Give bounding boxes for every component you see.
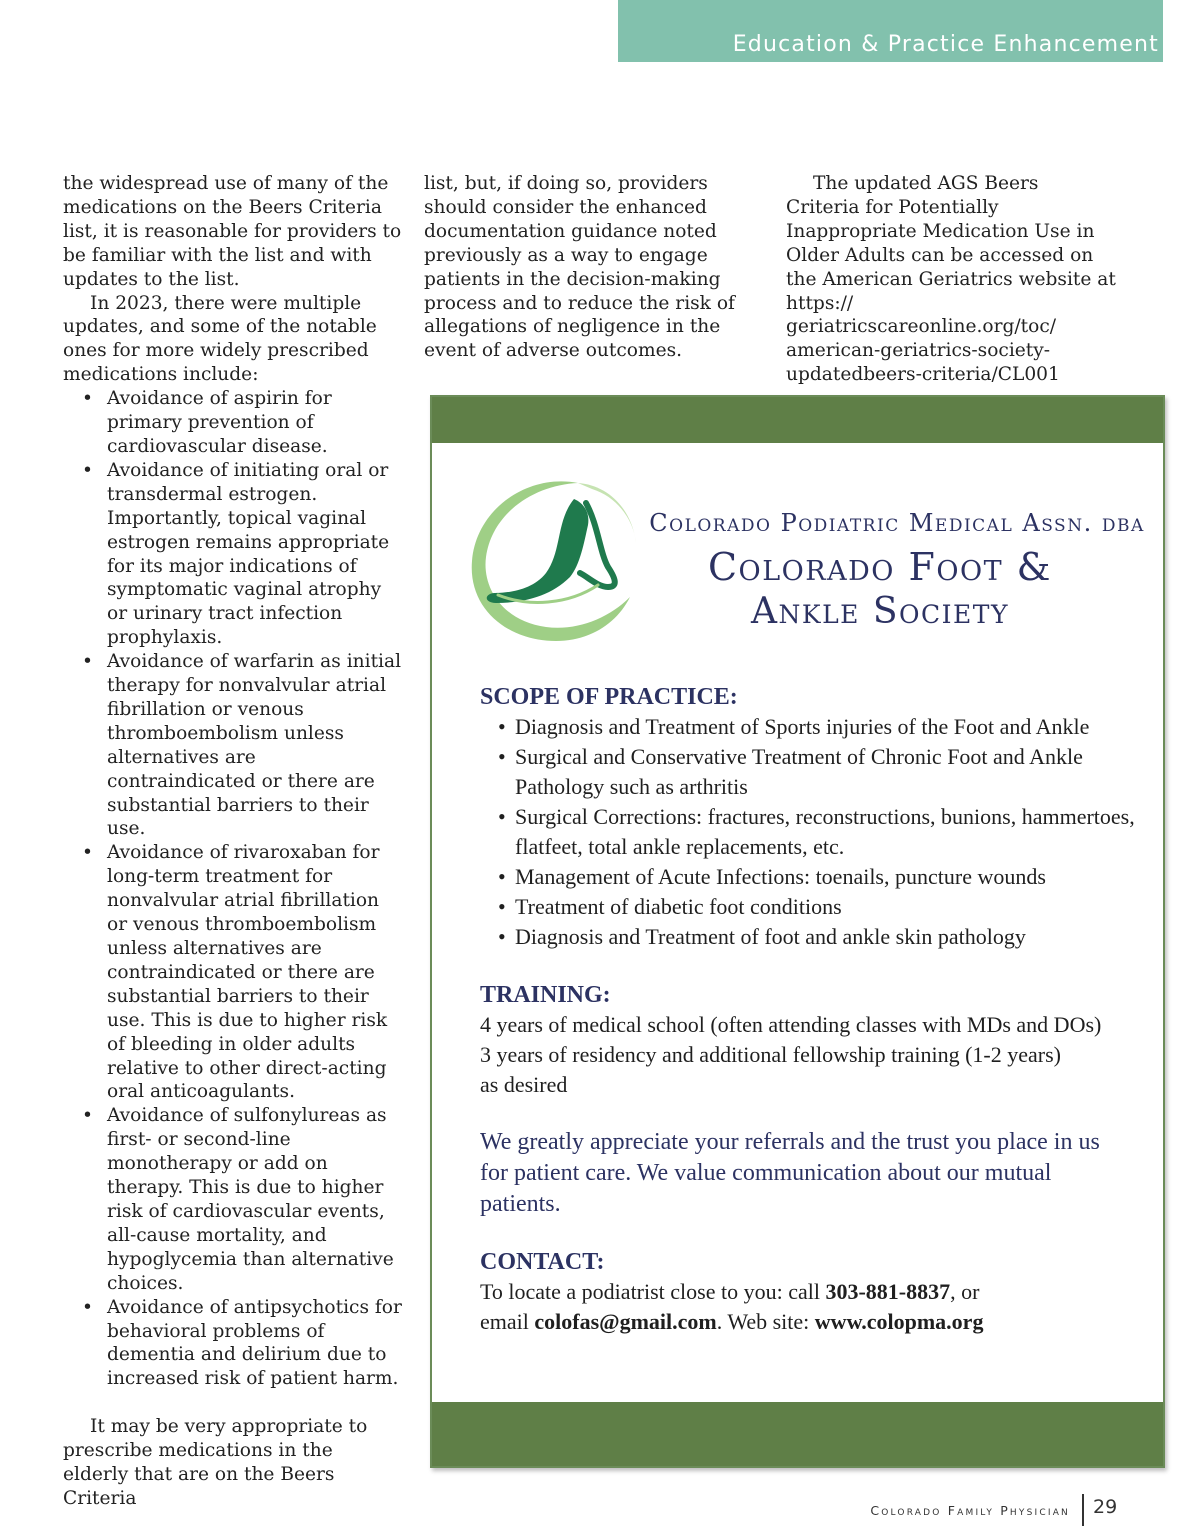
contact-line-2: email colofas@gmail.com. Web site: www.colopma.org — [480, 1309, 984, 1334]
org-name-line-2: Ankle Society — [751, 591, 1009, 632]
scope-heading: SCOPE OF PRACTICE: — [480, 684, 738, 710]
scope-list — [480, 712, 1150, 952]
list-item: • Avoidance of rivaroxaban for long-term treatment for nonvalvular atrial fibrillation or venous thromboembolism unless alternatives are contraindicated or there are substantial barriers to their use. This is due to higher risk of bleeding in older adults relative to other direct-acting oral anticoagulants. — [63, 841, 403, 1104]
ad-body — [480, 682, 1150, 1337]
list-item: • Avoidance of warfarin as initial therapy for nonvalvular atrial fibrillation or venous thromboembolism unless alternatives are contraindicated or there are substantial barriers to their use. — [63, 650, 403, 841]
foot-logo-icon — [458, 469, 648, 649]
col1-paragraph-3: It may be very appropriate to prescribe medications in the elderly that are on the Beers Criteria — [63, 1416, 368, 1509]
footer-divider — [1082, 1494, 1084, 1526]
col1-paragraph-2: In 2023, there were multiple updates, and some of the notable ones for more widely prescribed medications include: — [63, 292, 377, 386]
list-item: • Diagnosis and Treatment of foot and ankle skin pathology — [480, 922, 1150, 952]
list-item: • Management of Acute Infections: toenails, puncture wounds — [480, 862, 1150, 892]
org-name-line-1: Colorado Foot & — [707, 545, 1052, 589]
ad-bottom-band — [432, 1402, 1163, 1466]
training-heading: TRAINING: — [480, 982, 611, 1008]
website-link[interactable]: www.colopma.org — [814, 1309, 984, 1334]
beers-updates-list — [63, 387, 403, 1391]
col2-paragraph-1: list, but, if doing so, providers should consider the enhanced documentation guidance noted previously as a way to engage patients in the decision-making process and to reduce the risk of allegations of negligence in the event of adverse outcomes. — [424, 173, 735, 362]
appreciation-text: We greatly appreciate your referrals and the trust you place in us for patient care. We value communication about our mutual patients. — [480, 1129, 1100, 1217]
list-item: • Surgical and Conservative Treatment of Chronic Foot and Ankle Pathology such as arthritis — [480, 742, 1150, 802]
list-item: • Avoidance of aspirin for primary prevention of cardiovascular disease. — [63, 387, 403, 459]
ad-top-band — [432, 397, 1163, 443]
contact-line-1: To locate a podiatrist close to you: call 303-881-8837, or — [480, 1279, 980, 1304]
list-item: • Avoidance of sulfonylureas as first- or second-line monotherapy or add on therapy. This is due to higher risk of cardiovascular events, all-cause mortality, and hypoglycemia than alternative choices. — [63, 1104, 403, 1295]
list-item: • Avoidance of antipsychotics for behavioral problems of dementia and delirium due to increased risk of patient harm. — [63, 1296, 403, 1392]
org-dba-line: Colorado Podiatric Medical Assn. dba — [649, 509, 1145, 537]
list-item: • Avoidance of initiating oral or transdermal estrogen. Importantly, topical vaginal estrogen remains appropriate for its major indications of symptomatic vaginal atrophy or urinary tract infection prophylaxis. — [63, 459, 403, 650]
article-column-3 — [786, 172, 1116, 387]
page-number: 29 — [1093, 1496, 1118, 1518]
list-item: • Surgical Corrections: fractures, reconstructions, bunions, hammertoes, flatfeet, total ankle replacements, etc. — [480, 802, 1150, 862]
article-column-1 — [63, 172, 403, 1511]
foot-ankle-society-ad — [430, 395, 1165, 1468]
article-column-2 — [424, 172, 769, 363]
section-header-tab — [618, 0, 1163, 62]
email-link[interactable]: colofas@gmail.com — [534, 1309, 717, 1334]
list-item: • Treatment of diabetic foot conditions — [480, 892, 1150, 922]
training-line-1: 4 years of medical school (often attending classes with MDs and DOs) — [480, 1012, 1102, 1037]
col1-paragraph-1: the widespread use of many of the medications on the Beers Criteria list, it is reasonable for providers to be familiar with the list and with updates to the list. — [63, 173, 402, 290]
phone-number: 303-881-8837 — [825, 1279, 951, 1304]
training-line-2: 3 years of residency and additional fellowship training (1-2 years) as desired — [480, 1042, 1061, 1097]
col3-paragraph-1: The updated AGS Beers Criteria for Potentially Inappropriate Medication Use in Older Adults can be accessed on the American Geriatrics website at https:// geriatricscareonline.org/toc/ american-geriatrics-society-updatedbeers-criteria/CL001 — [786, 173, 1116, 386]
list-item: • Diagnosis and Treatment of Sports injuries of the Foot and Ankle — [480, 712, 1150, 742]
contact-heading: CONTACT: — [480, 1249, 605, 1275]
publication-name: Colorado Family Physician — [870, 1503, 1070, 1518]
section-title: Education & Practice Enhancement — [732, 32, 1159, 57]
